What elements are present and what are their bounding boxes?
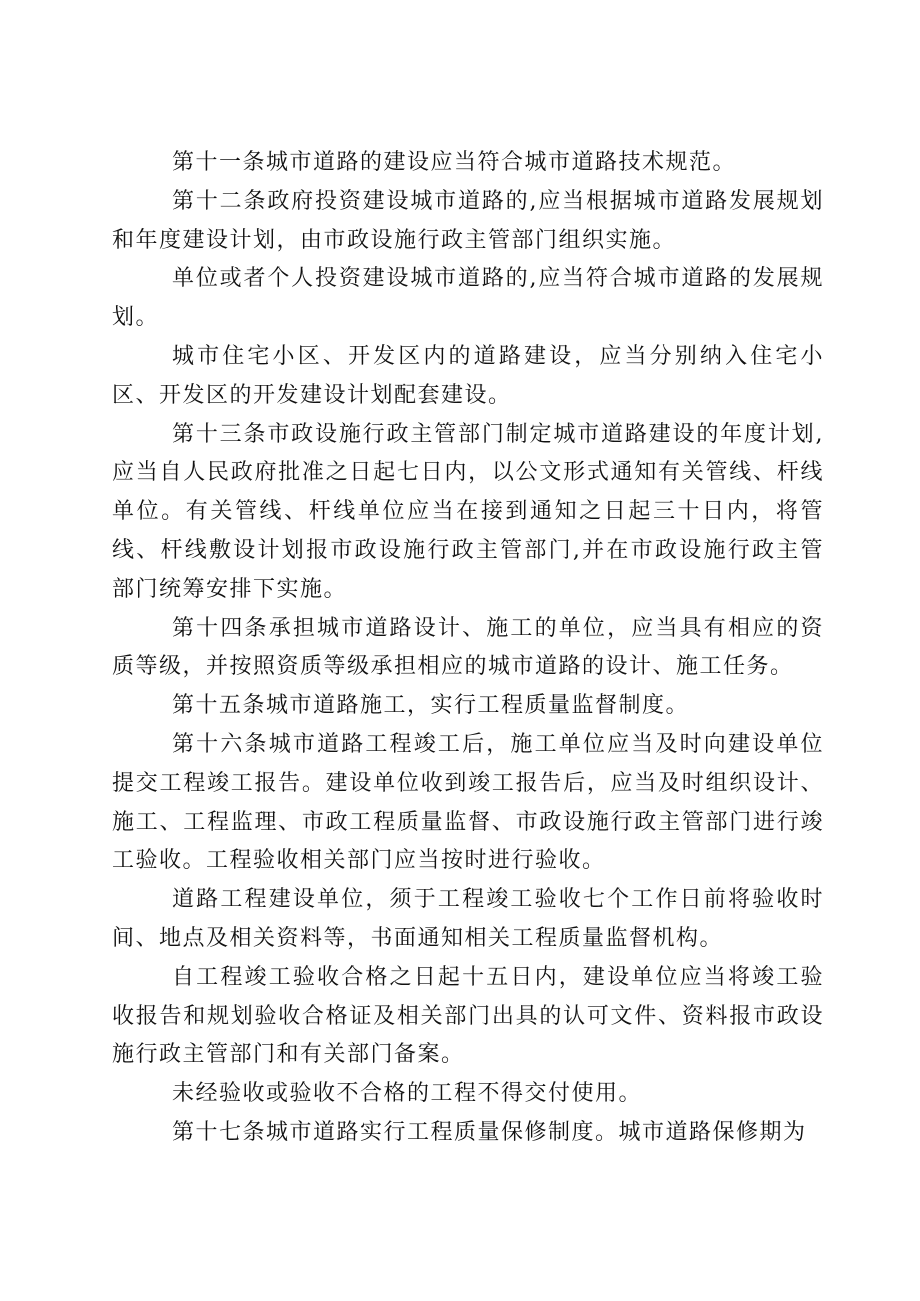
article-17: 第十七条城市道路实行工程质量保修制度。城市道路保修期为 [172,1119,807,1145]
article-12-clause-3: 城市住宅小区、开发区内的道路建设，应当分别纳入住宅小区、开发区的开发建设计划配套建设。 [112,343,824,408]
article-12-clause-2: 单位或者个人投资建设城市道路的,应当符合城市道路的发展规划。 [112,266,824,331]
article-13: 第十三条市政设施行政主管部门制定城市道路建设的年度计划,应当自人民政府批准之日起七日内，以公文形式通知有关管线、杆线单位。有关管线、杆线单位应当在接到通知之日起三十日内，将管线、杆线敷设计划报市政设施行政主管部门,并在市政设施行政主管部门统筹安排下实施。 [112,421,824,602]
article-16-clause-2: 道路工程建设单位，须于工程竣工验收七个工作日前将验收时间、地点及相关资料等，书面通知相关工程质量监督机构。 [112,887,824,951]
article-15: 第十五条城市道路施工，实行工程质量监督制度。 [172,693,690,719]
document-body [112,144,824,1153]
article-14: 第十四条承担城市道路设计、施工的单位，应当具有相应的资质等级，并按照资质等级承担相应的城市道路的设计、施工任务。 [112,615,824,680]
article-16-clause-3: 自工程竣工验收合格之日起十五日内，建设单位应当将竣工验收报告和规划验收合格证及相关部门出具的认可文件、资料报市政设施行政主管部门和有关部门备案。 [112,964,824,1068]
article-11: 第十一条城市道路的建设应当符合城市道路技术规范。 [172,150,737,175]
article-12: 第十二条政府投资建设城市道路的,应当根据城市道路发展规划和年度建设计划，由市政设施行政主管部门组织实施。 [112,188,824,253]
article-16: 第十六条城市道路工程竣工后，施工单位应当及时向建设单位提交工程竣工报告。建设单位收到竣工报告后，应当及时组织设计、施工、工程监理、市政工程质量监督、市政设施行政主管部门进行竣工验收。工程验收相关部门应当按时进行验收。 [112,731,824,874]
article-16-clause-4: 未经验收或验收不合格的工程不得交付使用。 [172,1081,643,1107]
